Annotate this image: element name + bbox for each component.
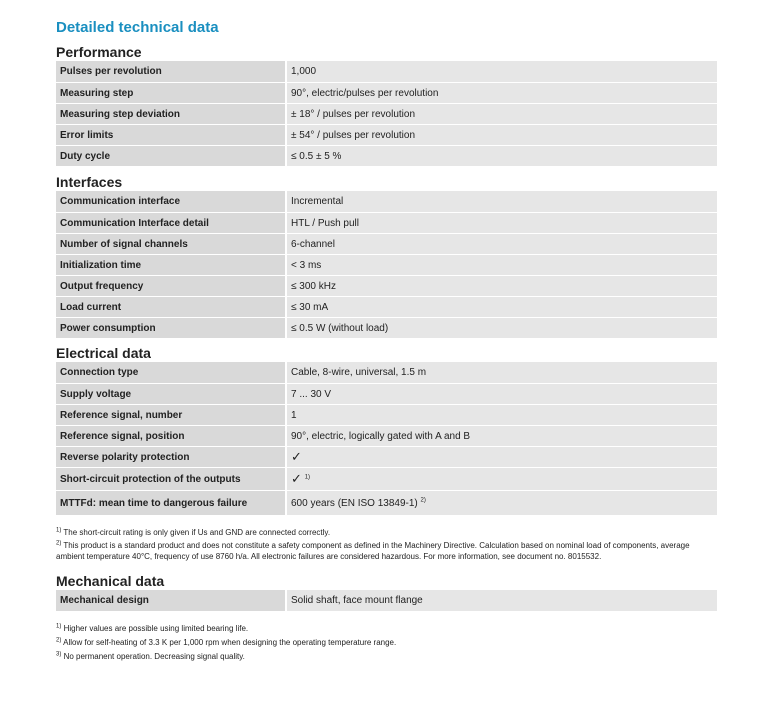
footnote bbox=[56, 650, 717, 664]
footnote bbox=[56, 527, 717, 538]
row-label: Mechanical design bbox=[56, 590, 287, 611]
table-row bbox=[56, 103, 717, 124]
checkmark-icon: ✓ bbox=[291, 471, 302, 486]
footnote bbox=[56, 540, 717, 562]
table-row bbox=[56, 446, 717, 467]
row-value: 90°, electric/pulses per revolution bbox=[287, 82, 717, 103]
table-row bbox=[56, 82, 717, 103]
table-row bbox=[56, 275, 717, 296]
row-label: Short-circuit protection of the outputs bbox=[56, 467, 287, 490]
footnote bbox=[56, 622, 717, 636]
row-label: Pulses per revolution bbox=[56, 61, 287, 82]
row-value: 1 bbox=[287, 404, 717, 425]
table-row bbox=[56, 254, 717, 275]
section-heading-mechanical: Mechanical data bbox=[56, 573, 165, 589]
row-label: Error limits bbox=[56, 124, 287, 145]
row-value bbox=[287, 490, 717, 515]
row-value-text: 600 years (EN ISO 13849-1) bbox=[291, 497, 418, 509]
footnote-number: 2) bbox=[56, 540, 62, 547]
row-label: Communication interface bbox=[56, 191, 287, 212]
row-label: Output frequency bbox=[56, 275, 287, 296]
row-label: Connection type bbox=[56, 362, 287, 383]
table-row bbox=[56, 362, 717, 383]
row-value: ≤ 300 kHz bbox=[287, 275, 717, 296]
row-label: Duty cycle bbox=[56, 145, 287, 166]
row-label: Reverse polarity protection bbox=[56, 446, 287, 467]
table-row bbox=[56, 296, 717, 317]
performance-table bbox=[56, 61, 717, 166]
table-row bbox=[56, 124, 717, 145]
row-label: Initialization time bbox=[56, 254, 287, 275]
row-value: 6-channel bbox=[287, 233, 717, 254]
row-value bbox=[287, 467, 717, 490]
page-title: Detailed technical data bbox=[56, 19, 219, 36]
table-row bbox=[56, 145, 717, 166]
table-row bbox=[56, 191, 717, 212]
row-label: Supply voltage bbox=[56, 383, 287, 404]
row-value: ≤ 30 mA bbox=[287, 296, 717, 317]
checkmark-icon: ✓ bbox=[291, 449, 302, 464]
footnote-text: Higher values are possible using limited bearing life. bbox=[63, 624, 249, 633]
table-row bbox=[56, 490, 717, 515]
row-value: HTL / Push pull bbox=[287, 212, 717, 233]
section-heading-performance: Performance bbox=[56, 44, 142, 60]
footnote-number: 2) bbox=[56, 637, 62, 644]
electrical-footnotes bbox=[56, 527, 717, 562]
mechanical-footnotes bbox=[56, 622, 717, 664]
table-row bbox=[56, 61, 717, 82]
footnote bbox=[56, 636, 717, 650]
table-row bbox=[56, 404, 717, 425]
row-value: ≤ 0.5 ± 5 % bbox=[287, 145, 717, 166]
row-value: Incremental bbox=[287, 191, 717, 212]
row-label: Communication Interface detail bbox=[56, 212, 287, 233]
row-label: MTTFd: mean time to dangerous failure bbox=[56, 490, 287, 515]
table-row bbox=[56, 317, 717, 338]
footnote-marker: 2) bbox=[420, 497, 426, 504]
row-label: Power consumption bbox=[56, 317, 287, 338]
footnote-text: The short-circuit rating is only given if Us and GND are connected correctly. bbox=[63, 528, 331, 537]
table-row bbox=[56, 425, 717, 446]
section-heading-electrical: Electrical data bbox=[56, 345, 151, 361]
row-value: ≤ 0.5 W (without load) bbox=[287, 317, 717, 338]
row-value: ± 54° / pulses per revolution bbox=[287, 124, 717, 145]
row-label: Load current bbox=[56, 296, 287, 317]
row-value: ± 18° / pulses per revolution bbox=[287, 103, 717, 124]
table-row bbox=[56, 383, 717, 404]
section-heading-interfaces: Interfaces bbox=[56, 174, 123, 190]
table-row bbox=[56, 467, 717, 490]
footnote-marker: 1) bbox=[304, 474, 311, 481]
row-value: Solid shaft, face mount flange bbox=[287, 590, 717, 611]
row-label: Number of signal channels bbox=[56, 233, 287, 254]
row-value: 7 ... 30 V bbox=[287, 383, 717, 404]
footnote-number: 3) bbox=[56, 651, 62, 658]
footnote-number: 1) bbox=[56, 623, 62, 630]
datasheet-page bbox=[56, 18, 717, 664]
table-row bbox=[56, 233, 717, 254]
table-row bbox=[56, 212, 717, 233]
row-label: Measuring step bbox=[56, 82, 287, 103]
electrical-table bbox=[56, 362, 717, 515]
row-value: Cable, 8-wire, universal, 1.5 m bbox=[287, 362, 717, 383]
row-value: < 3 ms bbox=[287, 254, 717, 275]
row-value: 1,000 bbox=[287, 61, 717, 82]
footnote-text: This product is a standard product and does not constitute a safety component as defined in the Machinery Directive. Calculation based on nominal load of components, average ambient temperature 40°C, frequency of use 8760 h/a. All electronic failures are considered hazardous. For more information, see document no. 8015532. bbox=[56, 541, 690, 561]
footnote-number: 1) bbox=[56, 527, 62, 534]
table-row bbox=[56, 590, 717, 611]
mechanical-table bbox=[56, 590, 717, 611]
row-label: Reference signal, number bbox=[56, 404, 287, 425]
row-label: Measuring step deviation bbox=[56, 103, 287, 124]
row-value: 90°, electric, logically gated with A and B bbox=[287, 425, 717, 446]
row-value bbox=[287, 446, 717, 467]
interfaces-table bbox=[56, 191, 717, 338]
footnote-text: Allow for self-heating of 3.3 K per 1,000 rpm when designing the operating temperature range. bbox=[63, 638, 397, 647]
row-label: Reference signal, position bbox=[56, 425, 287, 446]
footnote-text: No permanent operation. Decreasing signal quality. bbox=[63, 652, 245, 661]
